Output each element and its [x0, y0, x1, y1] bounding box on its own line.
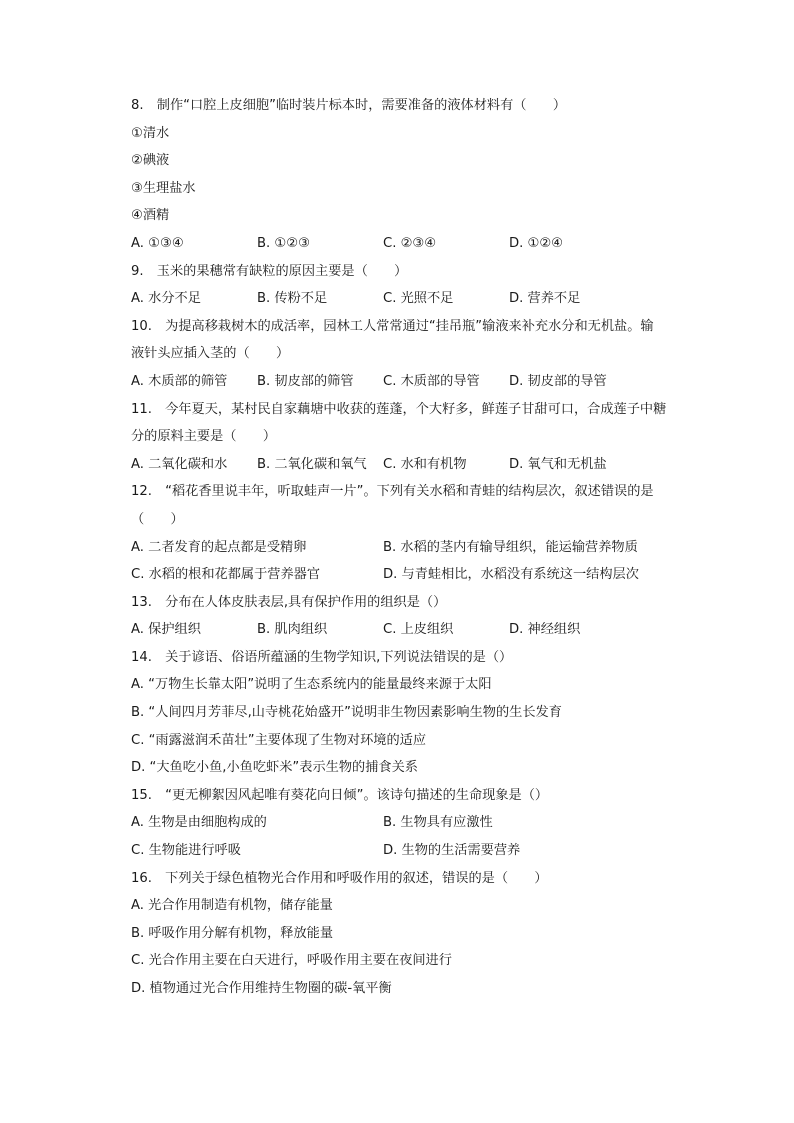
question-12-stem-line-2: （ ） — [131, 511, 184, 527]
question-15-option-b: B. 生物具有应激性 — [383, 815, 493, 831]
question-9-option-a: A. 水分不足 — [131, 291, 201, 307]
question-11-option-c: C. 水和有机物 — [383, 456, 467, 472]
question-13-option-d: D. 神经组织 — [509, 622, 581, 638]
question-15-stem: 15. “更无柳絮因风起唯有葵花向日倾”。该诗句描述的生命现象是（） — [131, 787, 549, 803]
question-13-option-b: B. 肌肉组织 — [257, 622, 328, 638]
question-10-option-a: A. 木质部的筛管 — [131, 373, 228, 389]
question-12-option-d: D. 与青蛙相比，水稻没有系统这一结构层次 — [383, 567, 639, 583]
question-16-stem: 16. 下列关于绿色植物光合作用和呼吸作用的叙述，错误的是（ ） — [131, 870, 548, 886]
question-10-stem-line-1: 10. 为提高移栽树木的成活率，园林工人常常通过“挂吊瓶”输液来补充水分和无机盐。输 — [131, 318, 654, 334]
question-11-option-b: B. 二氧化碳和氧气 — [257, 456, 367, 472]
question-9-option-d: D. 营养不足 — [509, 291, 581, 307]
question-8-item-2: ②碘液 — [131, 153, 170, 169]
question-12-option-a: A. 二者发育的起点都是受精卵 — [131, 539, 307, 555]
question-10-options — [131, 368, 691, 396]
question-9-stem: 9. 玉米的果穗常有缺粒的原因主要是（ ） — [131, 263, 408, 279]
question-8-item-1: ①清水 — [131, 125, 170, 141]
question-15-option-a: A. 生物是由细胞构成的 — [131, 815, 267, 831]
question-15-options-row-1 — [131, 809, 691, 837]
question-13-options — [131, 616, 691, 644]
question-10-stem-line-2: 液针头应插入茎的（ ） — [131, 346, 290, 362]
question-16-option-b: B. 呼吸作用分解有机物，释放能量 — [131, 925, 334, 941]
question-11-option-d: D. 氧气和无机盐 — [509, 456, 607, 472]
question-10-option-b: B. 韧皮部的筛管 — [257, 373, 354, 389]
question-14-option-b: B. “人间四月芳菲尽,山寺桃花始盛开”说明非生物因素影响生物的生长发育 — [131, 705, 562, 721]
question-16-option-d: D. 植物通过光合作用维持生物圈的碳-氧平衡 — [131, 981, 392, 996]
question-14-option-c: C. “雨露滋润禾苗壮”主要体现了生物对环境的适应 — [131, 732, 427, 748]
question-12-options-row-1 — [131, 534, 691, 562]
question-13-option-a: A. 保护组织 — [131, 622, 201, 638]
question-14-option-a: A. “万物生长靠太阳”说明了生态系统内的能量最终来源于太阳 — [131, 677, 492, 693]
question-10-option-d: D. 韧皮部的导管 — [509, 373, 607, 389]
question-8-item-4: ④酒精 — [131, 208, 170, 224]
question-8-option-b: B. ①②③ — [257, 235, 310, 251]
question-11-stem-line-2: 分的原料主要是（ ） — [131, 429, 277, 445]
question-12-option-c: C. 水稻的根和花都属于营养器官 — [131, 567, 321, 583]
question-8-option-d: D. ①②④ — [509, 235, 564, 251]
question-11-stem-line-1: 11. 今年夏天，某村民自家藕塘中收获的莲蓬，个大籽多，鲜莲子甘甜可口，合成莲子中糖 — [131, 401, 667, 417]
question-15-option-d: D. 生物的生活需要营养 — [383, 843, 521, 859]
exam-page — [131, 92, 691, 1003]
question-8-stem: 8. 制作“口腔上皮细胞”临时装片标本时，需要准备的液体材料有（ ） — [131, 98, 567, 113]
question-11-options — [131, 451, 691, 479]
question-12-stem-line-1: 12. “稻花香里说丰年，听取蛙声一片”。下列有关水稻和青蛙的结构层次，叙述错误的是 — [131, 484, 654, 500]
question-15-option-c: C. 生物能进行呼吸 — [131, 843, 241, 859]
question-9-option-c: C. 光照不足 — [383, 291, 454, 307]
question-14-stem: 14. 关于谚语、俗语所蕴涵的生物学知识,下列说法错误的是（） — [131, 649, 513, 665]
question-9-option-b: B. 传粉不足 — [257, 291, 328, 307]
question-13-option-c: C. 上皮组织 — [383, 622, 454, 638]
question-8-option-c: C. ②③④ — [383, 235, 437, 251]
question-16-option-c: C. 光合作用主要在白天进行，呼吸作用主要在夜间进行 — [131, 953, 452, 969]
question-14-option-d: D. “大鱼吃小鱼,小鱼吃虾米”表示生物的捕食关系 — [131, 760, 418, 776]
question-9-options — [131, 285, 691, 313]
question-15-options-row-2 — [131, 837, 691, 865]
question-12-option-b: B. 水稻的茎内有输导组织，能运输营养物质 — [383, 539, 638, 555]
question-8-options — [131, 230, 691, 258]
question-11-option-a: A. 二氧化碳和水 — [131, 456, 228, 472]
question-10-option-c: C. 木质部的导管 — [383, 373, 480, 389]
question-16-option-a: A. 光合作用制造有机物，储存能量 — [131, 898, 333, 914]
question-13-stem: 13. 分布在人体皮肤表层,具有保护作用的组织是（） — [131, 594, 447, 610]
question-8-option-a: A. ①③④ — [131, 235, 184, 251]
question-12-options-row-2 — [131, 561, 691, 589]
question-8-item-3: ③生理盐水 — [131, 180, 196, 196]
